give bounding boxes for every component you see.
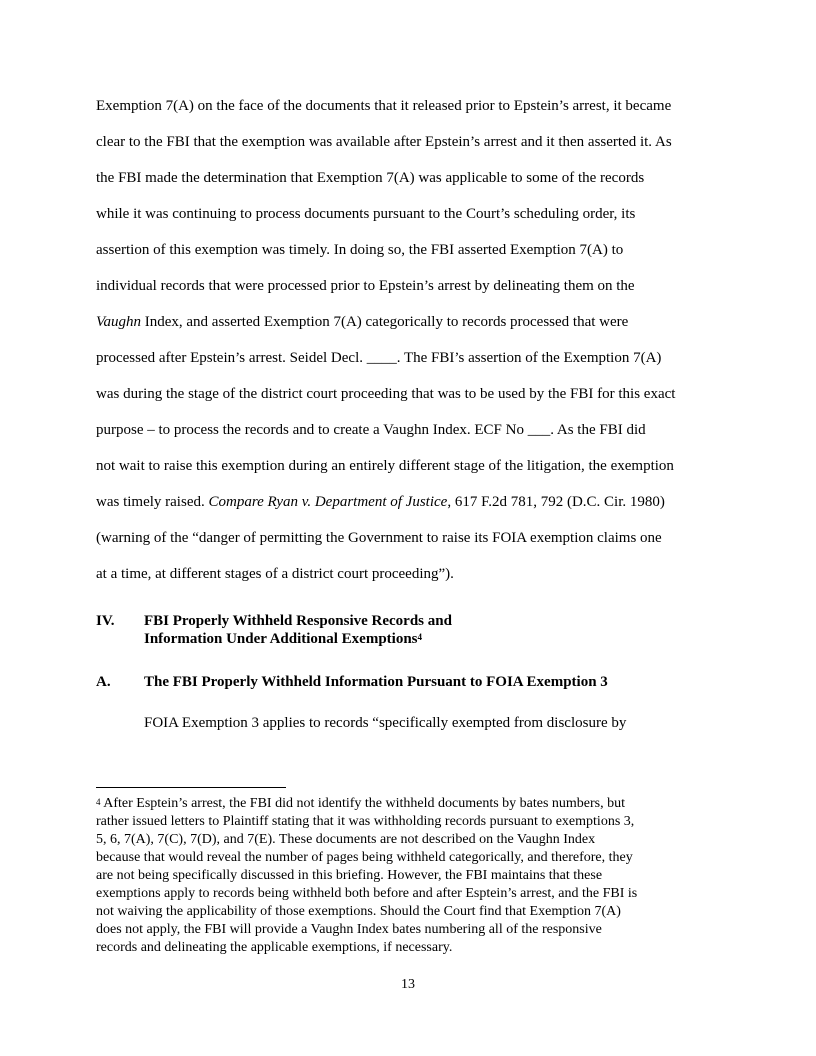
section-a-body-line: FOIA Exemption 3 applies to records “specifically exempted from disclosure by [144,715,627,731]
body-line: the FBI made the determination that Exemption 7(A) was applicable to some of the records [96,170,645,186]
footnote-reference[interactable]: 4 [417,632,423,642]
page-number: 13 [401,977,415,992]
body-line [96,313,628,331]
section-iv-title-line2 [144,630,422,648]
body-text: Index, and asserted Exemption 7(A) categorically to records processed that were [141,314,629,330]
body-text: , 617 F.2d 781, 792 (D.C. Cir. 1980) [447,494,665,510]
body-line: purpose – to process the records and to create a Vaughn Index. ECF No ___. As the FBI did [96,422,646,438]
footnote-mark: 4 [96,797,101,807]
section-iv-title-text: Information Under Additional Exemptions [144,631,418,647]
body-line: at a time, at different stages of a district court proceeding”). [96,566,454,582]
body-line: assertion of this exemption was timely. In doing so, the FBI asserted Exemption 7(A) to [96,242,624,258]
footnote-line: 5, 6, 7(A), 7(C), 7(D), and 7(E). These documents are not described on the Vaughn Index [96,832,596,847]
body-line: while it was continuing to process documents pursuant to the Court’s scheduling order, its [96,206,636,222]
footnote-line: records and delineating the applicable exemptions, if necessary. [96,940,453,955]
section-a-title: The FBI Properly Withheld Information Pursuant to FOIA Exemption 3 [144,674,608,690]
section-a-letter: A. [96,674,111,690]
body-line: individual records that were processed prior to Epstein’s arrest by delineating them on the [96,278,635,294]
footnote-line: are not being specifically discussed in this briefing. However, the FBI maintains that these [96,868,603,883]
footnote-line: does not apply, the FBI will provide a Vaughn Index bates numbering all of the responsive [96,922,602,937]
footnote-line: exemptions apply to records being withheld both before and after Esptein’s arrest, and the FBI is [96,886,638,901]
body-line: Exemption 7(A) on the face of the documents that it released prior to Epstein’s arrest, it became [96,98,672,114]
footnote-line: rather issued letters to Plaintiff stating that it was withholding records pursuant to exemptions 3, [96,814,635,829]
section-iv-title-line1: FBI Properly Withheld Responsive Records and [144,613,452,629]
body-line: processed after Epstein’s arrest. Seidel Decl. ____. The FBI’s assertion of the Exemption 7(A) [96,350,662,366]
body-line: (warning of the “danger of permitting the Government to raise its FOIA exemption claims one [96,530,662,546]
body-line: not wait to raise this exemption during an entirely different stage of the litigation, the exemption [96,458,674,474]
body-line: was during the stage of the district court proceeding that was to be used by the FBI for this exact [96,386,676,402]
case-citation-italic: Compare Ryan v. Department of Justice [208,494,448,510]
footnote-separator [96,787,286,788]
footnote-line: not waiving the applicability of those exemptions. Should the Court find that Exemption 7(A) [96,904,621,919]
footnote-line: because that would reveal the number of pages being withheld categorically, and therefore, they [96,850,633,865]
body-text: was timely raised. [96,494,209,510]
body-line: clear to the FBI that the exemption was available after Epstein’s arrest and it then asserted it. As [96,134,672,150]
footnote-text: After Esptein’s arrest, the FBI did not identify the withheld documents by bates numbers, but [100,796,626,811]
case-citation-italic: Vaughn [96,314,141,330]
body-line [96,493,665,511]
section-iv-number: IV. [96,613,115,629]
footnote-line [96,795,625,812]
